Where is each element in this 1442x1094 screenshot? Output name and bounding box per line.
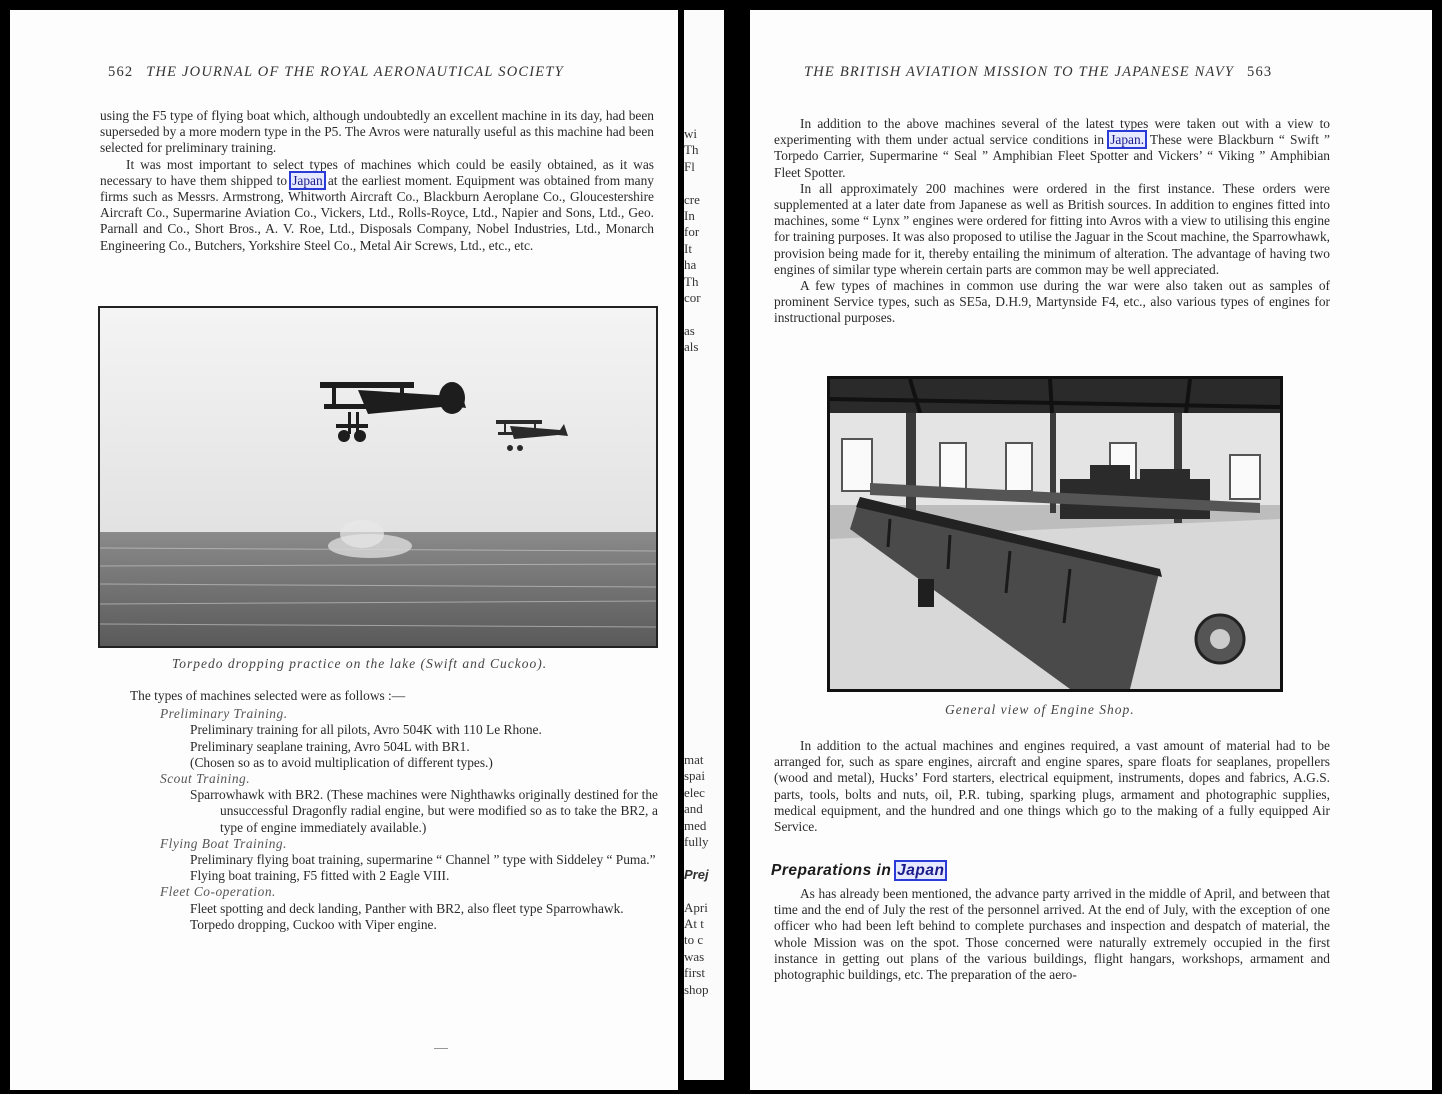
left-paragraph-1: using the F5 type of flying boat which, although undoubtedly an excellent machine in its day, had been superseded by a more modern type in the P5. The Avros were naturally useful as this machine had been selected for preliminary training. <box>100 108 654 156</box>
category-preliminary <box>118 706 658 771</box>
list-item: Torpedo dropping, Cuckoo with Viper engine. <box>190 916 437 932</box>
strip-line: mat <box>684 752 704 767</box>
strip-line: Th <box>684 142 699 158</box>
strip-line: fully <box>684 834 709 849</box>
section-heading-preparations <box>771 862 945 880</box>
strip-line: ha <box>684 257 697 273</box>
left-running-head <box>100 64 564 81</box>
right-paragraph-5: As has already been mentioned, the advance party arrived in the middle of April, and between that time and the end of July the rest of the personnel arrived. At the end of July, with the exception of one officer who had been left behind to complete purchases and inspection and despatch of material, the whole Mission was on the spot. Those concerned were naturally extremely occupied in the first instance in getting out plans of the various buildings, flight hangars, workshops, armament and photographic buildings, etc. The preparation of the aero- <box>774 886 1330 983</box>
category-fleet <box>118 884 658 933</box>
strip-line: spai <box>684 768 705 784</box>
right-paragraph-1-before: In addition to the above machines several of the latest types were taken out with a view to experimenting with them under actual service conditions in <box>774 116 1330 148</box>
right-running-head <box>804 64 1280 81</box>
list-item: Preliminary training for all pilots, Avro 504K with 110 Le Rhone. <box>190 722 542 738</box>
list-item: Preliminary seaplane training, Avro 504L with BR1. <box>190 738 470 754</box>
list-item: Flying boat training, F5 fitted with 2 Eagle VIII. <box>190 868 450 884</box>
middle-page-strip <box>684 10 724 1080</box>
strip-line: to c <box>684 932 704 948</box>
right-text-column-bottom <box>774 886 1330 983</box>
category-title: Fleet Co-operation. <box>160 884 276 900</box>
right-paragraph-3: A few types of machines in common use during the war were also taken out as samples of prominent Service types, such as SE5a, D.H.9, Martynside F4, etc., also various types of engines for instructional purposes. <box>774 278 1330 326</box>
right-page-number: 563 <box>1247 64 1273 80</box>
left-paragraph-2-before: It was most important to select types of machines which could be easily obtained, as it was necessary to have them shipped to <box>100 156 654 188</box>
list-item: Preliminary flying boat training, supermarine “ Channel ” type with Siddeley “ Puma.” <box>190 852 656 868</box>
list-item: Fleet spotting and deck landing, Panther with BR2, also fleet type Sparrowhawk. <box>190 900 624 916</box>
strip-line: med <box>684 817 707 833</box>
figure-torpedo-dropping <box>98 306 658 648</box>
category-flying-boat <box>118 836 658 885</box>
search-highlight-japan-heading[interactable]: Japan <box>897 862 945 879</box>
right-figure-caption: General view of Engine Shop. <box>945 702 1135 717</box>
footnote-dash <box>434 1048 448 1049</box>
strip-line: Th <box>684 273 699 289</box>
strip-line: and <box>684 801 703 817</box>
right-running-title: THE BRITISH AVIATION MISSION TO THE JAPANESE NAVY <box>804 64 1235 80</box>
strip-line: als <box>684 339 699 355</box>
strip-line: for <box>684 224 700 240</box>
strip-line: cre <box>684 191 700 207</box>
list-item: (Chosen so as to avoid multiplication of different types.) <box>190 754 493 770</box>
strip-line: In <box>684 208 695 223</box>
section-heading-text: Preparations in <box>771 862 892 879</box>
strip-line: Prej <box>684 866 709 882</box>
figure-engine-shop <box>827 376 1283 692</box>
machines-list <box>118 688 658 933</box>
strip-line: It <box>684 240 692 256</box>
right-paragraph-1 <box>774 116 1330 181</box>
right-paragraph-2: In all approximately 200 machines were ordered in the first instance. These orders were supplemented at a later date from Japanese as well as British sources. In addition to engines fitted into machines, some “ Lynx ” engines were ordered for fitting into Avros with a view to utilising this engine for training purposes. It was also proposed to utilise the Jaguar in the Scout machine, the Sparrowhawk, provision being made for it, thereby entailing the minimum of alteration. The advantage of having two engines of similar type wherein certain parts are common may be well appreciated. <box>774 180 1330 277</box>
strip-line: shop <box>684 981 709 997</box>
strip-line: wi <box>684 126 697 141</box>
left-page-number: 562 <box>108 64 134 80</box>
search-highlight-japan-left[interactable]: Japan <box>292 172 323 188</box>
list-item: Sparrowhawk with BR2. (These machines were Nighthawks originally destined for the unsuccessful Dragonfly radial engine, but were modified so as to take the BR2, a type of engine immediately available.) <box>190 787 658 835</box>
left-running-title: THE JOURNAL OF THE ROYAL AERONAUTICAL SOCIETY <box>146 64 564 80</box>
right-page <box>750 10 1432 1090</box>
left-paragraph-2 <box>100 157 654 254</box>
right-paragraph-4: In addition to the actual machines and engines required, a vast amount of material had to be arranged for, such as spare engines, aircraft and engine spares, spare floats for seaplanes, propellers (wood and metal), Hucks’ Ford starters, electrical equipment, instruments, dopes and fabrics, A.G.S. parts, tools, bolts and nuts, oil, P.R. tubing, sparking plugs, armament and photographic supplies, medical equipment, and the hundred and one things which go to the making of a fully equipped Air Service. <box>774 738 1330 835</box>
category-title: Flying Boat Training. <box>160 835 287 851</box>
search-highlight-japan-right[interactable]: Japan. <box>1110 132 1145 148</box>
strip-line: Fl <box>684 158 695 174</box>
strip-line: Apri <box>684 899 708 915</box>
strip-line: first <box>684 965 705 981</box>
list-intro: The types of machines selected were as follows :— <box>130 688 406 703</box>
strip-line: cor <box>684 290 701 305</box>
left-text-column <box>100 108 654 254</box>
right-text-column-middle <box>774 738 1330 835</box>
category-title: Preliminary Training. <box>160 706 288 722</box>
strip-line: was <box>684 948 705 964</box>
left-figure-caption: Torpedo dropping practice on the lake (Swift and Cuckoo). <box>172 656 548 671</box>
right-paragraph-1-after: These were Blackburn “ Swift ” Torpedo Carrier, Supermarine “ Seal ” Amphibian Fleet Spotter and Vickers’ “ Viking ” Amphibian Fleet Spotter. <box>774 132 1330 180</box>
strip-line: as <box>684 322 695 338</box>
photo-engine-shop <box>830 379 1280 689</box>
right-text-column-top <box>774 116 1330 327</box>
strip-line: elec <box>684 784 705 800</box>
category-scout <box>118 771 658 836</box>
category-title: Scout Training. <box>160 771 251 787</box>
left-page <box>10 10 678 1090</box>
left-paragraph-2-after: at the earliest moment. Equipment was obtained from many firms such as Messrs. Armstrong, Whitworth Aircraft Co., Blackburn Aeroplane Co., Gloucestershire Aircraft Co., Supermarine Aviation Co., Vickers, Ltd., Rolls-Royce, Ltd., Napier and Sons, Ltd., Geo. Parnall and Co., Short Bros., A. V. Roe, Ltd., Disposals Company, Nobel Industries, Ltd., Monarch Engineering Co., Butchers, Yorkshire Steel Co., Metal Air Screws, Ltd., etc., etc. <box>100 172 654 253</box>
strip-line: At t <box>684 916 704 931</box>
photo-biplanes-over-lake <box>100 308 656 646</box>
